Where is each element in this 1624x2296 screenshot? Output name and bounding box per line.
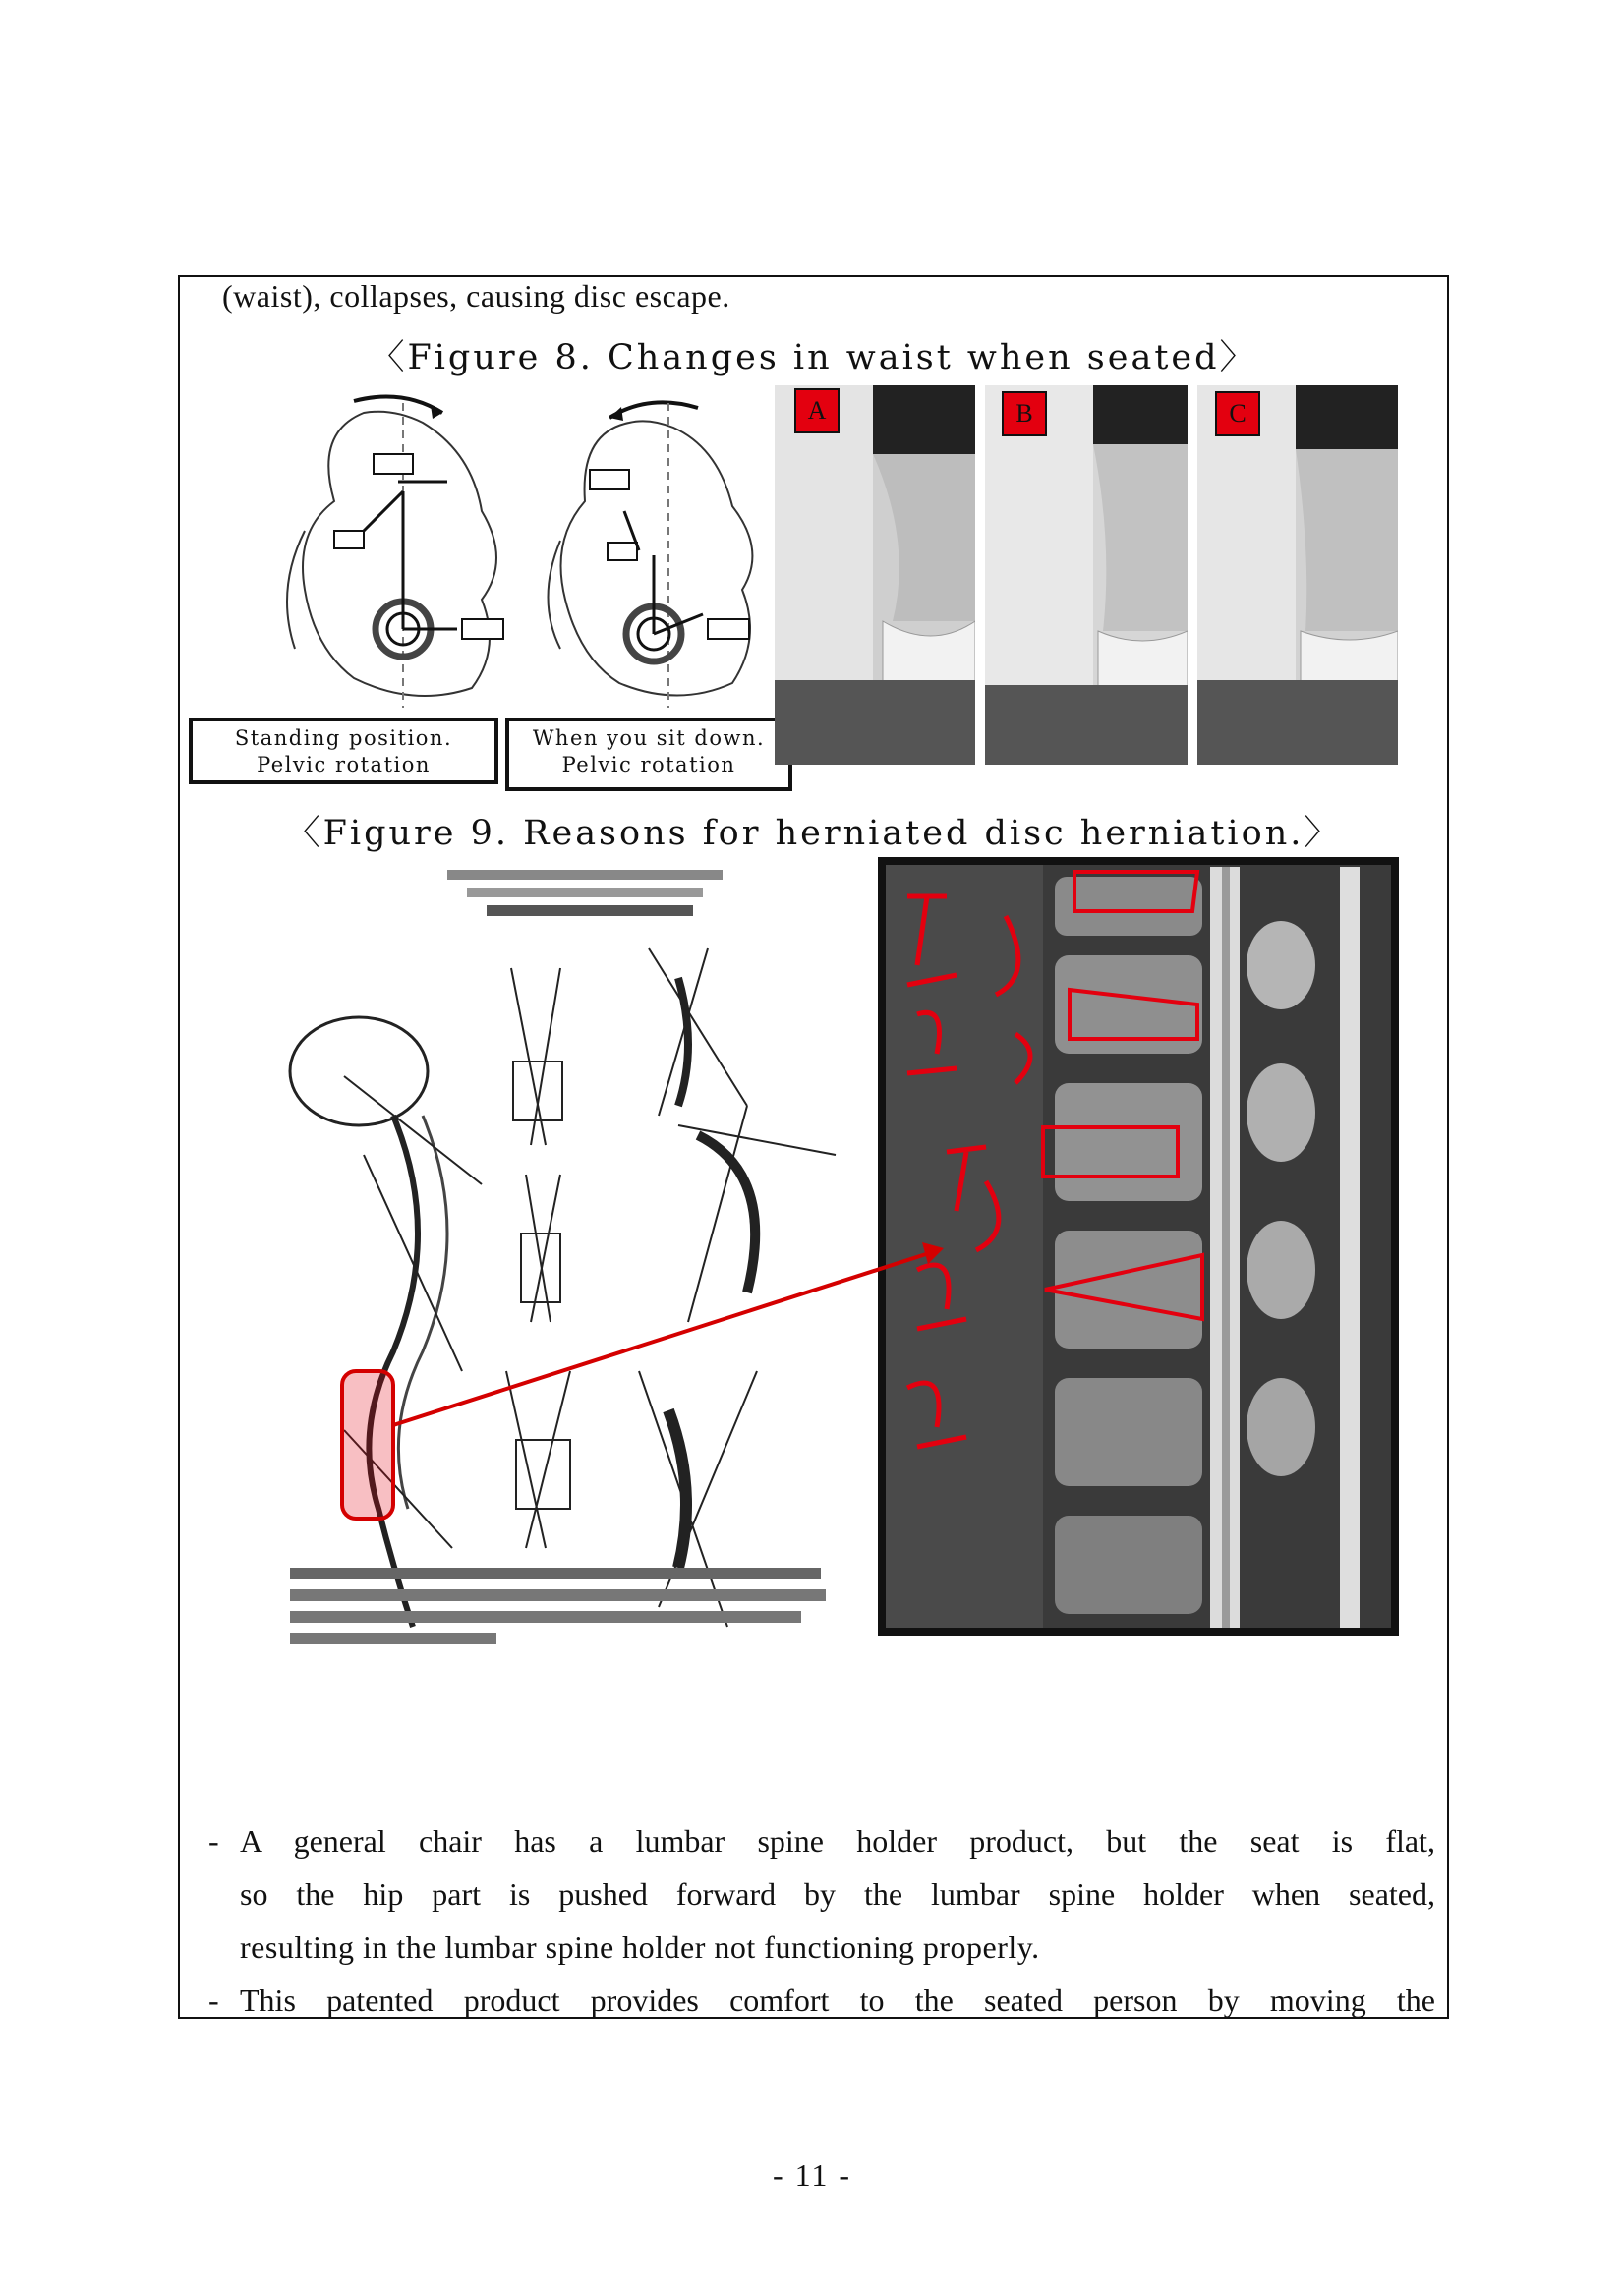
figure8-title: 〈Figure 8. Changes in waist when seated〉 [370, 338, 1257, 377]
annotation-arrow [383, 1229, 954, 1445]
lumbar-mri-image [878, 857, 1399, 1636]
waist-photo-c [1197, 385, 1398, 765]
waist-photo-a [775, 385, 975, 765]
photo-label-a: A [794, 388, 840, 433]
pelvis-sitting-diagram [531, 393, 786, 727]
paragraph-1-line-2: so the hip part is pushed forward by the lumbar spine holder when seated, [240, 1876, 1435, 1912]
pelvis-standing-diagram [275, 393, 531, 727]
photo-label-b: B [1002, 391, 1047, 436]
page-number: - 11 - [772, 2157, 852, 2193]
caption-sitting-line2: Pelvic rotation [561, 753, 736, 776]
intro-line: (waist), collapses, causing disc escape. [222, 278, 730, 314]
bullet-dash-2: - [208, 1982, 219, 2018]
caption-standing-line1: Standing position. [234, 726, 453, 750]
paragraph-2-line-1: This patented product provides comfort to the seated person by moving the [240, 1982, 1435, 2018]
caption-sitting-line1: When you sit down. [532, 726, 766, 750]
bullet-dash-1: - [208, 1823, 219, 1859]
figure9-title: 〈Figure 9. Reasons for herniated disc herniation.〉 [285, 814, 1342, 853]
photo-label-c: C [1215, 391, 1260, 436]
waist-photo-b [985, 385, 1188, 765]
caption-standing [189, 718, 498, 784]
paragraph-1-line-1: A general chair has a lumbar spine holder product, but the seat is flat, [240, 1823, 1435, 1859]
paragraph-1-line-3: resulting in the lumbar spine holder not functioning properly. [240, 1929, 1040, 1965]
caption-standing-line2: Pelvic rotation [257, 753, 431, 776]
caption-sitting [505, 718, 792, 791]
